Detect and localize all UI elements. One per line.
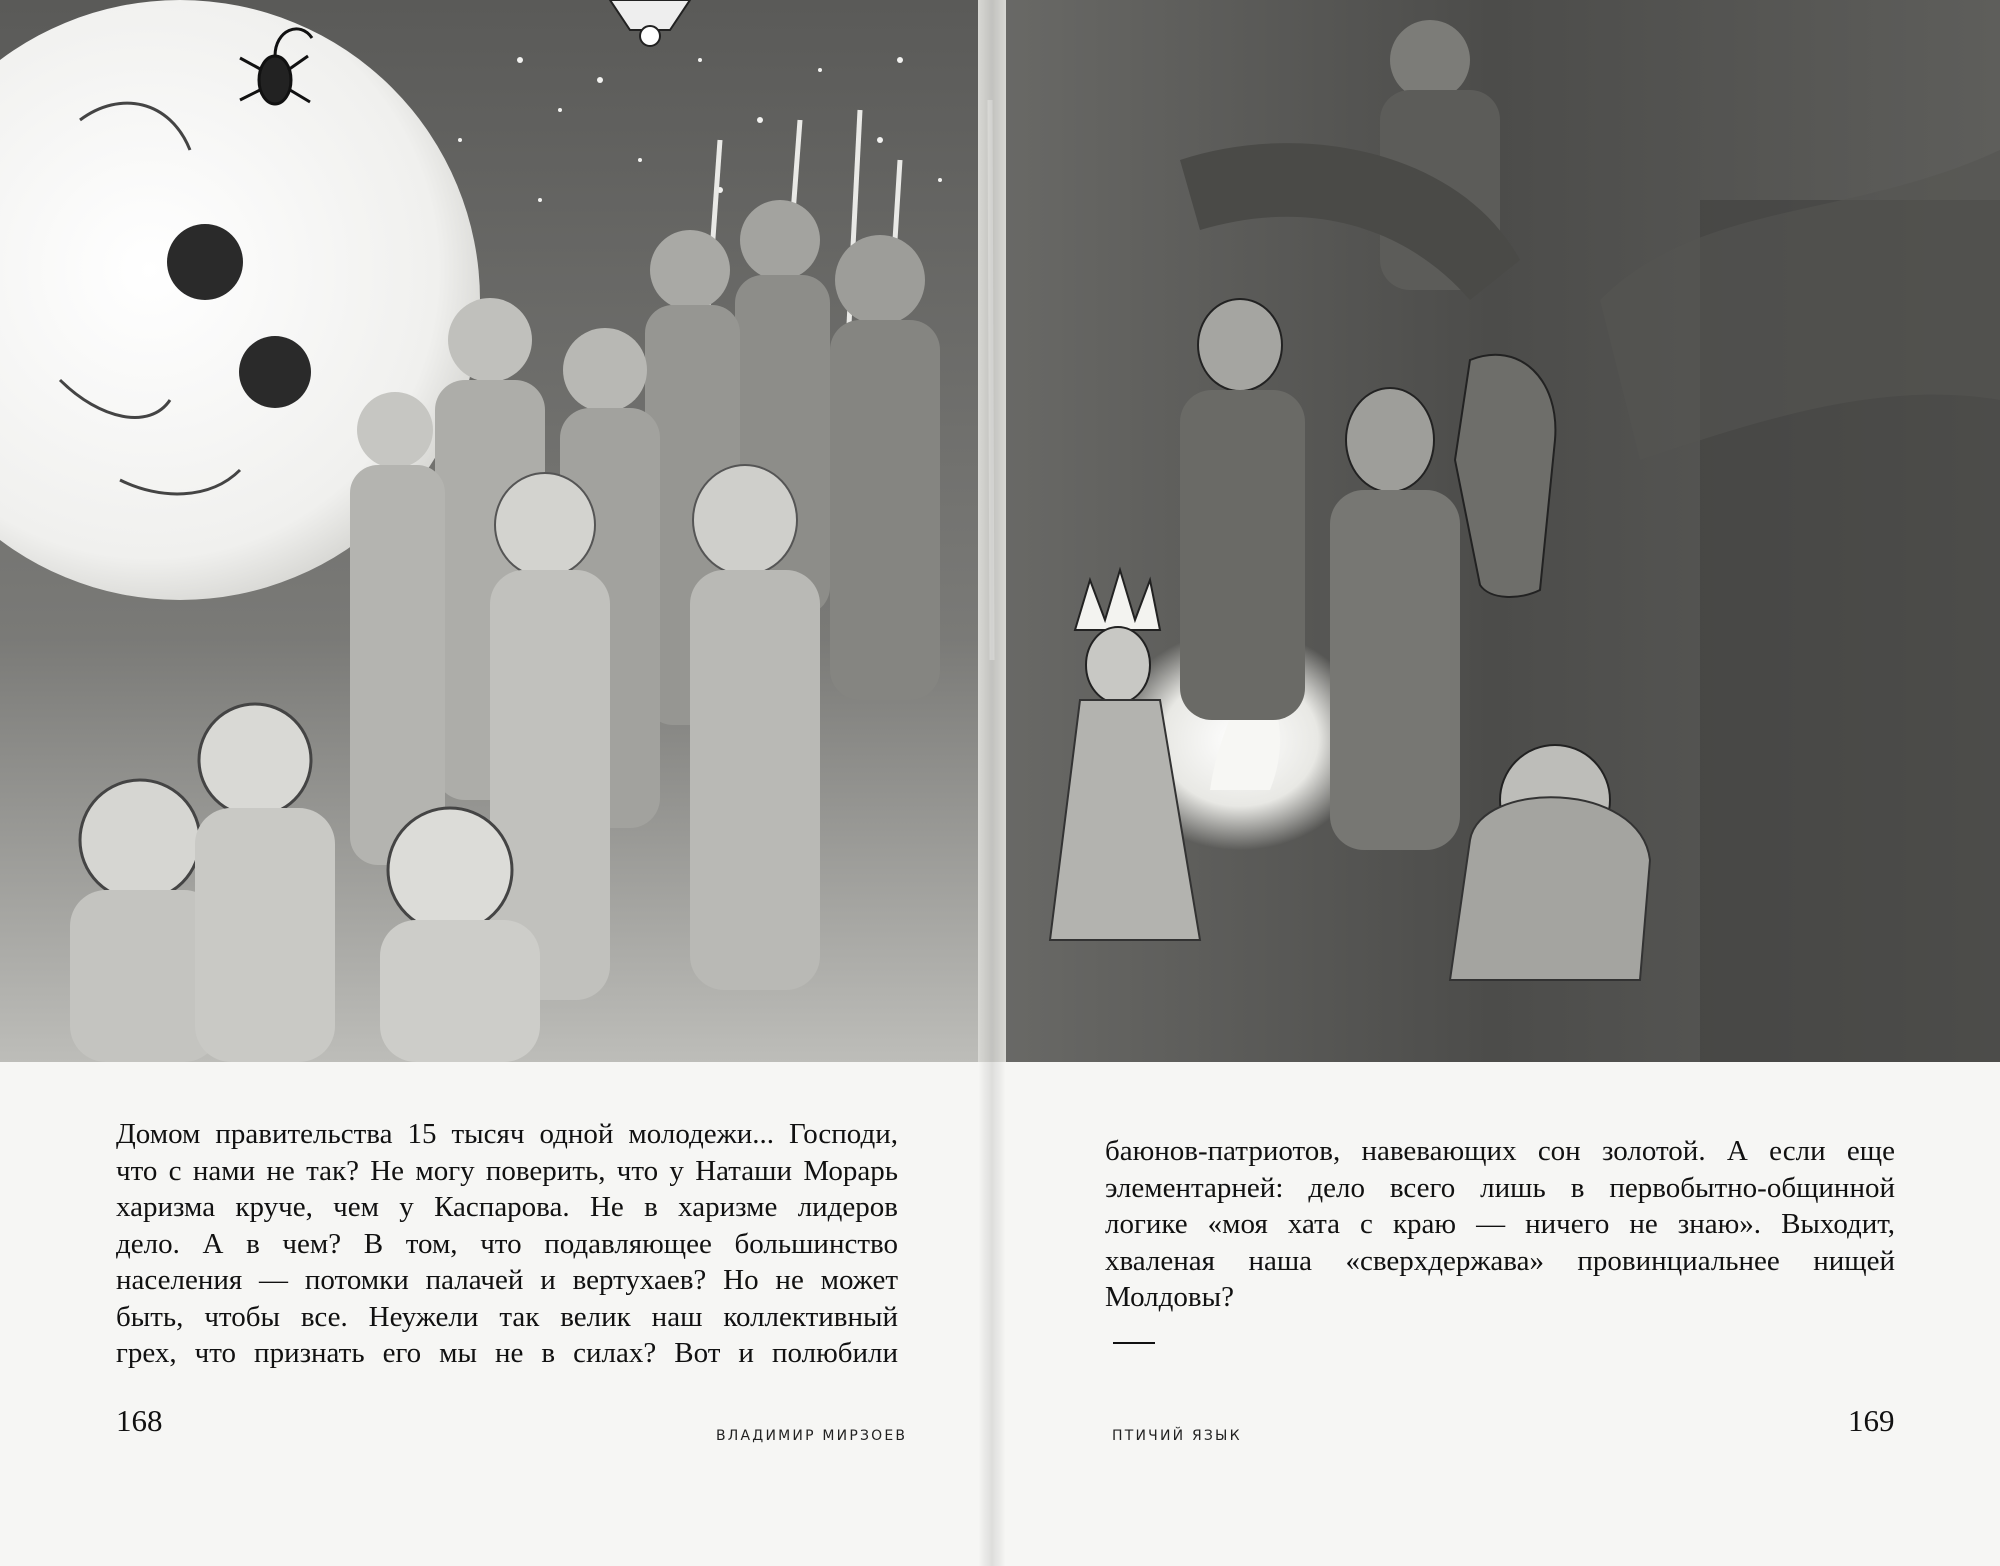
text-line: населения — потомки палачей и вертухаев? Но не может — [116, 1264, 898, 1296]
text-line: Домом правительства 15 тысяч одной молодежи... Господи, — [116, 1118, 898, 1150]
right-page — [1000, 1062, 2000, 1566]
page-number-right: 169 — [1848, 1403, 1895, 1438]
text-line: хваленая наша «сверхдержава» провинциальнее нищей — [1105, 1244, 1895, 1277]
text-line: баюнов-патриотов, навевающих сон золотой. А если еще — [1105, 1135, 1895, 1167]
left-page — [0, 1062, 990, 1566]
text-line: дело. А в чем? В том, что подавляющее большинство — [116, 1227, 898, 1260]
right-page-body — [1105, 1133, 1895, 1316]
moon-crater-eye-right — [239, 336, 311, 408]
text-line: логике «моя хата с краю — ничего не знаю». Выходит, — [1105, 1208, 1895, 1240]
section-separator — [1113, 1342, 1155, 1344]
left-page-body — [116, 1116, 898, 1372]
page-number-left: 168 — [116, 1403, 163, 1438]
running-head-title: ПТИЧИЙ ЯЗЫК — [1112, 1428, 1242, 1444]
text-line: что с нами не так? Не могу поверить, что у Наташи Морарь — [116, 1154, 898, 1187]
text-line: грех, что признать его мы не в силах? Вот и полюбили — [116, 1337, 898, 1369]
text-line: элементарней: дело всего лишь в первобытно-общинной — [1105, 1171, 1895, 1204]
text-line: быть, чтобы все. Неужели так велик наш коллективный — [116, 1300, 898, 1333]
text-line: Молдовы? — [1105, 1281, 1234, 1313]
moon-crater-eye-left — [167, 224, 243, 300]
text-line: харизма круче, чем у Каспарова. Не в харизме лидеров — [116, 1191, 898, 1223]
running-head-author: ВЛАДИМИР МИРЗОЕВ — [716, 1428, 908, 1444]
